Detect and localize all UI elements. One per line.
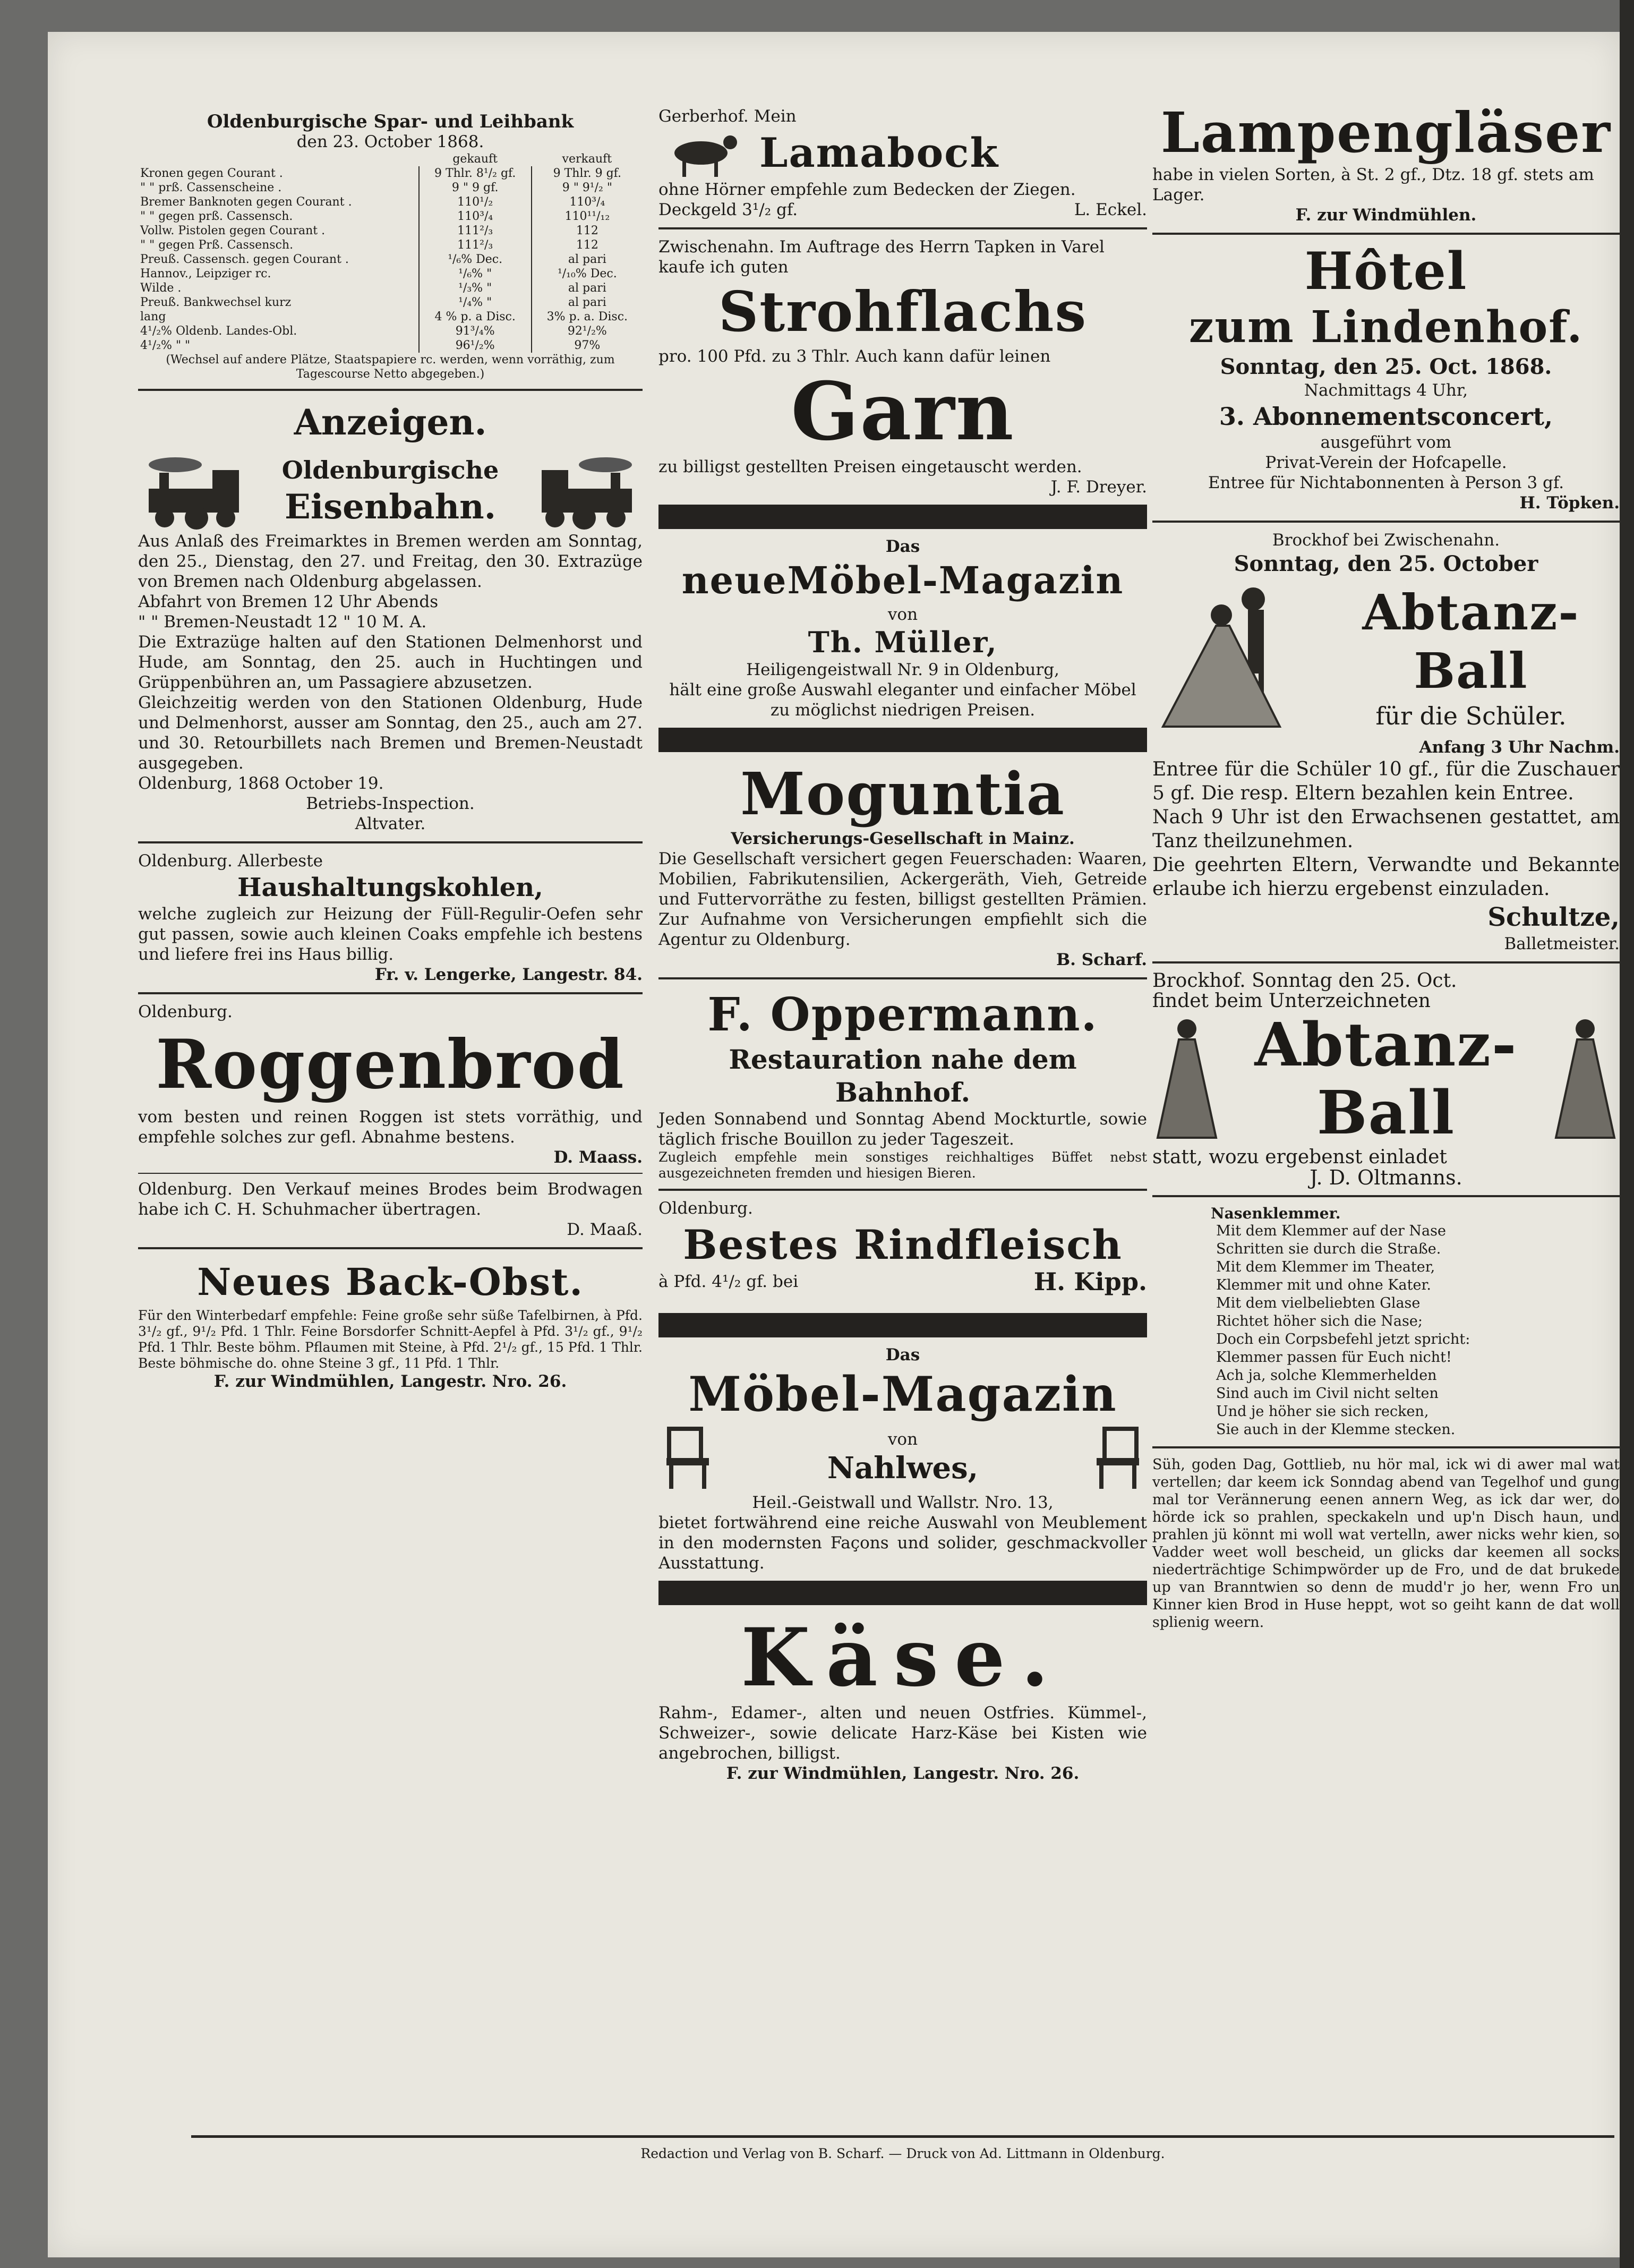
locomotive-icon (526, 451, 643, 531)
table-row: 4¹/₂% " " 96¹/₂% 97% (138, 338, 643, 353)
ball1-date: Sonntag, den 25. October (1234, 551, 1538, 576)
divider-bar (658, 1581, 1147, 1605)
eisenbahn-title2: Eisenbahn. (285, 487, 496, 527)
kaese-title: Käse. (741, 1611, 1065, 1704)
table-row: " " gegen Prß. Cassensch. 111²/₃ 112 (138, 238, 643, 252)
kohlen-place: Oldenburg. Allerbeste (138, 851, 323, 871)
poem-line: Mit dem vielbeliebten Glase (1216, 1295, 1421, 1311)
hotel-by: ausgeführt vom (1320, 433, 1452, 452)
dancing-couple-icon (1152, 578, 1322, 737)
ball2-title1: Abtanz- (1254, 1010, 1518, 1080)
moebel1-body: hält eine große Auswahl eleganter und einfacher Möbel zu möglichst niedrigen Preisen. (669, 680, 1136, 720)
lamabock-fee: Deckgeld 3¹/₂ gf. (658, 200, 798, 219)
kohlen-title: Haushaltungskohlen, (237, 873, 543, 902)
moguntia-body: Die Gesellschaft versichert gegen Feuerschaden: Waaren, Mobilien, Fabrikutensilien, Ackergeräth, Vieh, Getreide und Futtervorräthe zu festen, billigst gestellten Prämien. Zur Aufnahme von Versicherungen empfiehlt sich die Agentur zu Oldenburg. (658, 849, 1147, 949)
hotel-date: Sonntag, den 25. Oct. 1868. (1220, 354, 1552, 379)
strohflachs-body2: zu billigst gestellten Preisen eingetauscht werden. (658, 457, 1082, 476)
lamabock-body: ohne Hörner empfehle zum Bedecken der Ziegen. (658, 180, 1076, 199)
chair-icon (1089, 1423, 1147, 1493)
ball2-body: statt, wozu ergebenst einladet (1152, 1146, 1447, 1168)
footer-rule (191, 2135, 1614, 2138)
ball2-sign: J. D. Oltmanns. (1310, 1166, 1462, 1189)
divider-bar (658, 505, 1147, 529)
kaese-sign: F. zur Windmühlen, Langestr. Nro. 26. (726, 1764, 1080, 1783)
eisenbahn-departure2: " " Bremen-Neustadt 12 " 10 M. A. (138, 612, 427, 632)
eisenbahn-header (138, 451, 643, 531)
poem-line: Mit dem Klemmer auf der Nase (1216, 1223, 1446, 1239)
bank-title: Oldenburgische Spar- und Leihbank (207, 111, 574, 132)
hotel-entry: Entree für Nichtabonnenten à Person 3 gf. (1208, 473, 1564, 492)
roggen-title: Roggenbrod (156, 1025, 625, 1104)
table-row: " " gegen prß. Cassensch. 110³/₄ 110¹¹/₁₂ (138, 209, 643, 224)
lady-figure-icon (1551, 1016, 1620, 1143)
exchange-table (138, 152, 643, 353)
hotel-title2: zum Lindenhof. (1188, 302, 1584, 353)
eisenbahn-departure1: Abfahrt von Bremen 12 Uhr Abends (138, 592, 439, 611)
table-row: Wilde . ¹/₃% " al pari (138, 281, 643, 295)
strohflachs-body: pro. 100 Pfd. zu 3 Thlr. Auch kann dafür leinen (658, 347, 1051, 366)
lamabock-sign: L. Eckel. (1074, 200, 1147, 219)
ball1-header (1152, 578, 1620, 737)
obst-sign: F. zur Windmühlen, Langestr. Nro. 26. (213, 1372, 567, 1391)
moebel1-das: Das (885, 537, 920, 556)
strohflachs-sign: J. F. Dreyer. (1050, 478, 1147, 497)
ball2-line2: findet beim Unterzeichneten (1152, 990, 1431, 1012)
eisenbahn-body3: Gleichzeitig werden von den Stationen Oldenburg, Hude und Delmenhorst, ausser am Sonntag, den 25., auch am 27. und 30. Retourbillets nach Bremen und Bremen-Neustadt ausgegeben. (138, 693, 643, 773)
moebel2-addr: Heil.-Geistwall und Wallstr. Nro. 13, (752, 1493, 1054, 1512)
poem-line: Klemmer passen für Euch nicht! (1216, 1349, 1452, 1366)
moebel1-name: Th. Müller, (808, 625, 998, 659)
ball1-start: Anfang 3 Uhr Nachm. (1419, 738, 1620, 757)
poem-line: Mit dem Klemmer im Theater, (1216, 1259, 1435, 1275)
kaese-body: Rahm-, Edamer-, alten und neuen Ostfries. Kümmel-, Schweizer-, sowie delicate Harz-Käse bei Kisten wie angebrochen, billigst. (658, 1703, 1147, 1763)
lampen-title: Lampengläser (1160, 100, 1612, 165)
moebel2-title: Möbel-Magazin (688, 1366, 1117, 1422)
eisenbahn-date: Oldenburg, 1868 October 19. (138, 774, 384, 793)
hotel-sign: H. Töpken. (1519, 493, 1620, 513)
bank-date: den 23. October 1868. (296, 132, 484, 151)
moebel2-das: Das (885, 1345, 920, 1365)
table-row: Hannov., Leipziger rc. ¹/₆% " ¹/₁₀% Dec. (138, 267, 643, 281)
poem-line: Richtet höher sich die Nase; (1216, 1313, 1423, 1329)
hotel-event: 3. Abonnementsconcert, (1219, 402, 1553, 431)
eisenbahn-sign2: Altvater. (355, 814, 426, 833)
moebel2-name: Nahlwes, (827, 1451, 979, 1486)
moebel2-body: bietet fortwährend eine reiche Auswahl von Meublement in den modernsten Façons und solider, geschmackvoller Ausstattung. (658, 1513, 1147, 1573)
lampen-sign: F. zur Windmühlen. (1295, 206, 1477, 225)
ball1-title1: Abtanz- (1362, 584, 1580, 641)
table-row: Kronen gegen Courant . 9 Thlr. 8¹/₂ gf. 9 Thlr. 9 gf. (138, 166, 643, 181)
imprint: Redaction und Verlag von B. Scharf. — Druck von Ad. Littmann in Oldenburg. (640, 2146, 1165, 2161)
column-right (1152, 90, 1620, 1631)
column-left (138, 90, 643, 1392)
kohlen-body: welche zugleich zur Heizung der Füll-Regulir-Oefen sehr gut passen, sowie auch kleinen Coaks empfehle ich bestens und liefere frei ins Haus billig. (138, 905, 643, 964)
strohflachs-line1: Zwischenahn. Im Auftrage des Herrn Tapken in Varel kaufe ich guten (658, 237, 1105, 277)
strohflachs-title: Strohflachs (718, 279, 1088, 344)
ball1-title2: Ball (1414, 642, 1528, 700)
moguntia-title: Moguntia (740, 760, 1065, 828)
rindfleisch-title: Bestes Rindfleisch (683, 1221, 1123, 1268)
poem-line: Und je höher sie sich recken, (1216, 1403, 1429, 1420)
lady-figure-icon (1152, 1016, 1221, 1143)
hotel-org: Privat-Verein der Hofcapelle. (1265, 453, 1507, 472)
ball1-role: Balletmeister. (1504, 934, 1620, 953)
column-middle (658, 90, 1147, 1784)
obst-title: Neues Back-Obst. (197, 1260, 584, 1304)
poem-line: Sie auch in der Klemme stecken. (1216, 1421, 1456, 1438)
lampen-body: habe in vielen Sorten, à St. 2 gf., Dtz. 18 gf. stets am Lager. (1152, 165, 1594, 204)
poem-title: Nasenklemmer. (1211, 1205, 1341, 1222)
lamabock-header (658, 126, 1147, 180)
divider-bar (658, 1313, 1147, 1337)
ball1-body3: Die geehrten Eltern, Verwandte und Bekannte erlaube ich hierzu ergebenst einzuladen. (1152, 854, 1620, 900)
table-row: lang 4 % p. a Disc. 3% p. a. Disc. (138, 310, 643, 324)
chair-icon (658, 1423, 717, 1493)
ball1-body2: Nach 9 Uhr ist den Erwachsenen gestattet, am Tanz theilzunehmen. (1152, 806, 1620, 852)
ball2-header (1152, 1011, 1620, 1147)
roggen-body: vom besten und reinen Roggen ist stets vorräthig, und empfehle solches zur gefl. Abnahme bestens. (138, 1107, 643, 1147)
oppermann-body2: Zugleich empfehle mein sonstiges reichhaltiges Büffet nebst ausgezeichneten fremden und hiesigen Bieren. (658, 1149, 1147, 1181)
page-edge (1620, 0, 1634, 2268)
table-row: Preuß. Bankwechsel kurz ¹/₄% " al pari (138, 295, 643, 310)
eisenbahn-body: Aus Anlaß des Freimarktes in Bremen werden am Sonntag, den 25., Dienstag, den 27. und Freitag, den 30. Extrazüge von Bremen nach Oldenburg abgelassen. (138, 532, 643, 591)
lamabock-title: Lamabock (759, 129, 999, 176)
locomotive-icon (138, 451, 255, 531)
poem-line: Schritten sie durch die Straße. (1216, 1241, 1441, 1257)
eisenbahn-title1: Oldenburgische (281, 456, 499, 484)
poem-line: Ach ja, solche Klemmerhelden (1216, 1367, 1437, 1384)
roggen-place: Oldenburg. (138, 1002, 233, 1021)
rindfleisch-sign: H. Kipp. (1033, 1267, 1147, 1296)
oppermann-sub: Restauration nahe dem Bahnhof. (729, 1044, 1077, 1108)
rindfleisch-body: à Pfd. 4¹/₂ gf. bei (658, 1272, 799, 1291)
lamabock-line1: Gerberhof. Mein (658, 107, 797, 126)
ball1-sign: Schultze, (1487, 902, 1620, 932)
table-row: Vollw. Pistolen gegen Courant . 111²/₃ 112 (138, 224, 643, 238)
moebel2-von: von (887, 1430, 918, 1449)
moguntia-sub: Versicherungs-Gesellschaft in Mainz. (731, 829, 1075, 848)
roggen-sign: D. Maass. (553, 1148, 643, 1167)
oppermann-title: F. Oppermann. (707, 988, 1098, 1042)
garn-title: Garn (791, 365, 1015, 458)
table-row: Bremer Banknoten gegen Courant . 110¹/₂ 110³/₄ (138, 195, 643, 209)
poem-line: Doch ein Corpsbefehl jetzt spricht: (1216, 1331, 1470, 1348)
anzeigen-heading: Anzeigen. (294, 402, 487, 443)
poem-line: Sind auch im Civil nicht selten (1216, 1385, 1439, 1402)
kohlen-sign: Fr. v. Lengerke, Langestr. 84. (374, 965, 643, 984)
moebel1-title: neueMöbel-Magazin (681, 558, 1124, 602)
table-row: Preuß. Cassensch. gegen Courant . ¹/₆% Dec. al pari (138, 252, 643, 267)
table-row: 4¹/₂% Oldenb. Landes-Obl. 91³/₄% 92¹/₂% (138, 324, 643, 338)
obst-body: Für den Winterbedarf empfehle: Feine große sehr süße Tafelbirnen, à Pfd. 3¹/₂ gf., 9¹/₂ Pfd. 1 Thlr. Feine Borsdorfer Schnitt-Aepfel à Pfd. 3¹/₂ gf., 9¹/₂ Pfd. 1 Thlr. Beste böhm. Pflaumen mit Steine, à Pfd. 2¹/₂ gf., 15 Pfd. 1 Thlr. Beste böhmische do. ohne Steine 3 gf., 11 Pfd. 1 Thlr. (138, 1308, 643, 1371)
moebel1-addr: Heiligengeistwall Nr. 9 in Oldenburg, (746, 660, 1059, 679)
goat-icon (658, 126, 743, 180)
ball1-place: Brockhof bei Zwischenahn. (1272, 531, 1500, 550)
hotel-time: Nachmittags 4 Uhr, (1304, 381, 1468, 400)
roggen-sign2: D. Maaß. (567, 1220, 643, 1239)
ball1-body: Entree für die Schüler 10 gf., für die Zuschauer 5 gf. Die resp. Eltern bezahlen kein Entree. (1152, 758, 1620, 804)
moebel2-header (658, 1423, 1147, 1493)
moebel1-von: von (887, 605, 918, 624)
ball2-title2: Ball (1316, 1078, 1456, 1148)
ball2-line1: Brockhof. Sonntag den 25. Oct. (1152, 970, 1457, 992)
rindfleisch-place: Oldenburg. (658, 1199, 753, 1218)
moguntia-sign: B. Scharf. (1056, 950, 1147, 969)
roggen-body2: Oldenburg. Den Verkauf meines Brodes beim Brodwagen habe ich C. H. Schuhmacher übertragen. (138, 1180, 643, 1219)
bank-note: (Wechsel auf andere Plätze, Staatspapiere rc. werden, wenn vorräthig, zum Tagescourse Netto abgegeben.) (166, 353, 615, 381)
divider-bar (658, 728, 1147, 752)
hotel-title1: Hôtel (1304, 241, 1468, 301)
eisenbahn-body2: Die Extrazüge halten auf den Stationen Delmenhorst und Hude, am Sonntag, den 25. auch in Huchtingen und Grüppenbühren an, um Passagiere abzusetzen. (138, 633, 643, 692)
table-row: " " prß. Cassenscheine . 9 " 9 gf. 9 " 9¹/₂ " (138, 181, 643, 195)
oppermann-body: Jeden Sonnabend und Sonntag Abend Mockturtle, sowie täglich frische Bouillon zu jeder Tageszeit. (658, 1110, 1147, 1149)
eisenbahn-sign1: Betriebs-Inspection. (306, 794, 475, 813)
plattdeutsch-text: Süh, goden Dag, Gottlieb, nu hör mal, ick wi di awer mal wat vertellen; dar keem ick Sonndag abend van Tegelhof und gung mal tor Verännerung eenen annern Weg, as ick dar wer, do hörde ick so prahlen, speckakeln und up'n Disch haun, und prahlen jü könnt mi woll wat vertelln, awer nicks wehr kien, so Vadder weet woll bescheid, un glicks dar keemen all socks niederträchtige Schimpwörder up de Fro, und de dat brukede up van Branntwien so denn de mudd'r jo her, wenn Fro un Kinner kien Brod in Huse heppt, wot so geiht kann de dat woll splienig weern. (1152, 1456, 1620, 1631)
poem-line: Klemmer mit und ohne Kater. (1216, 1277, 1431, 1293)
col-sold: verkauft (562, 152, 612, 166)
col-bought: gekauft (452, 152, 498, 166)
ball1-for: für die Schüler. (1375, 702, 1567, 730)
